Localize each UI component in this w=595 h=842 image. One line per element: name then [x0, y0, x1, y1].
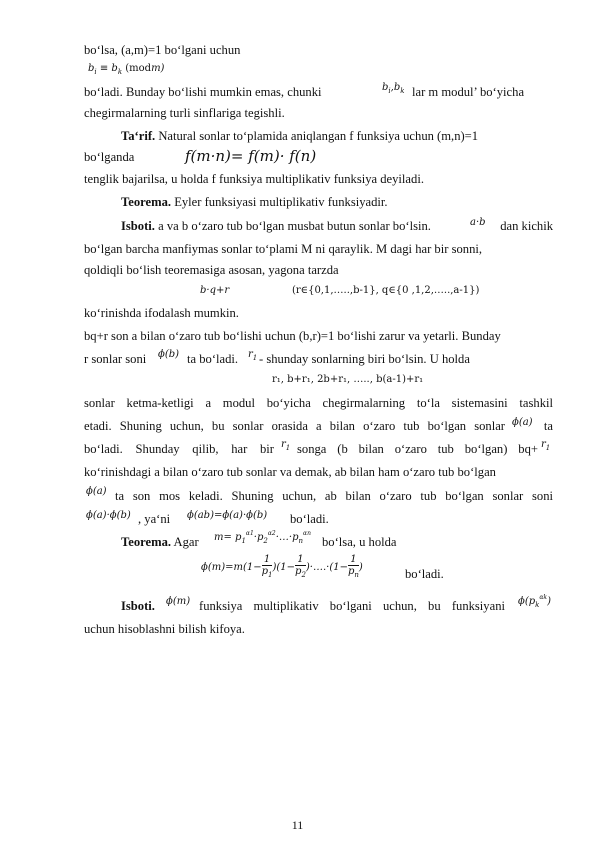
text-line: bo‘lsa, u holda	[322, 535, 397, 549]
term-teorema: Teorema.	[121, 535, 172, 549]
sequence-formula: r₁, b+r₁, 2b+r₁, ….., b(a-1)+r₁	[272, 374, 424, 385]
bqr-formula: b·q+r	[200, 285, 230, 296]
congruence-formula: $b_i \equiv b_k$ (modm)	[88, 63, 165, 76]
fraction: $\frac{1}{p_n}$	[348, 554, 359, 579]
multiplicative-formula: f(m·n)= f(m)· f(n)	[185, 147, 317, 165]
text-line: tenglik bajarilsa, u holda f funksiya multiplikativ funksiya deyiladi.	[84, 172, 424, 186]
phi-ab-formula: ϕ(ab)=ϕ(a)·ϕ(b)	[187, 510, 268, 521]
text-line: a va b o‘zaro tub bo‘lgan musbat butun sonlar bo‘lsin.	[158, 219, 431, 233]
text-line: uchun hisoblashni bilish kifoya.	[84, 622, 245, 636]
phi-product-formula: ϕ(a)·ϕ(b)	[86, 510, 131, 521]
text-line: dan kichik	[500, 219, 553, 233]
text-line: ko‘rinishdagi a bilan o‘zaro tub sonlar va demak, ab bilan ham o‘zaro tub bo‘lgan	[84, 465, 496, 479]
term-isboti: Isboti.	[121, 599, 155, 613]
phi-pk-formula: $\phi(p_k^{\alpha k})$	[518, 594, 551, 609]
text-line: ta bo‘ladi.	[187, 352, 239, 366]
text-line: bo‘ladi. Bunday bo‘lishi mumkin emas, chunki	[84, 85, 322, 99]
text-line: Agar	[173, 535, 199, 549]
ab-formula: a·b	[470, 217, 486, 228]
bi-bk-formula: $b_i,b_k$	[382, 82, 405, 95]
text-line: bo‘lsa, (a,m)=1 bo‘lgani uchun	[84, 43, 241, 57]
phi-a-formula: ϕ(a)	[512, 417, 533, 428]
text-line: qoldiqli bo‘lish teoremasiga asosan, yagona tarzda	[84, 263, 339, 277]
text-line: - shunday sonlarning biri bo‘lsin. U holda	[259, 352, 470, 366]
phi-b-formula: ϕ(b)	[158, 349, 180, 360]
text-line: bo‘ladi. Shunday qilib, har bir	[84, 442, 274, 456]
r1-formula: $r_1$	[248, 349, 258, 362]
text-line: chegirmalarning turli sinflariga tegishli.	[84, 106, 285, 120]
bqr-condition: (r∈{0,1,…..,b-1}, q∈{0 ,1,2,…..,a-1})	[292, 285, 480, 296]
text-line: Natural sonlar to‘plamida aniqlangan f funksiya uchun (m,n)=1	[158, 129, 479, 143]
text-line: bo‘lganda	[84, 150, 135, 164]
text-line: bq+r son a bilan o‘zaro tub bo‘lishi uchun (b,r)=1 bo‘lishi zarur va yetarli. Bunday	[84, 329, 501, 343]
term-isboti: Isboti.	[121, 219, 155, 233]
page-number: 11	[291, 818, 304, 832]
phi-m-formula: ϕ(m)	[166, 596, 191, 607]
term-tarif: Ta‘rif.	[121, 129, 156, 143]
term-teorema: Teorema.	[121, 195, 172, 209]
text-line: ta	[543, 419, 553, 433]
m-prime-factorization: $m= p_1^{\alpha 1}\cdot p_2^{\alpha 2}\cdot\dots\cdot p_n^{\alpha n}$	[214, 530, 311, 545]
text-line: Eyler funksiyasi multiplikativ funksiyadir.	[174, 195, 388, 209]
fraction: $\frac{1}{p_2}$	[295, 554, 306, 579]
text-line: r sonlar soni	[84, 352, 147, 366]
r1-formula: $r_1$	[281, 439, 291, 452]
text-line: bo‘ladi.	[405, 567, 444, 581]
r1-formula: $r_1$	[541, 439, 551, 452]
text-line: lar m modul’ bo‘yicha	[412, 85, 525, 99]
fraction: $\frac{1}{p_1}$	[261, 554, 273, 579]
phi-a-formula: ϕ(a)	[86, 486, 107, 497]
text-line: ko‘rinishda ifodalash mumkin.	[84, 306, 239, 320]
text-line: etadi. Shuning uchun, bu sonlar orasida a bilan o‘zaro tub bo‘lgan sonlar	[84, 419, 505, 433]
text-line: bo‘lgan barcha manfiymas sonlar to‘plami M ni qaraylik. M dagi har bir sonni,	[84, 242, 483, 256]
text-line: ta son mos keladi. Shuning uchun, ab bilan o‘zaro tub bo‘lgan sonlar soni	[115, 489, 553, 503]
text-line: funksiya multiplikativ bo‘lgani uchun, bu funksiyani	[199, 599, 505, 613]
text-line: sonlar ketma-ketligi a modul bo‘yicha chegirmalarning to‘la sistemasini tashkil	[84, 396, 553, 410]
text-line: , ya‘ni	[138, 512, 171, 526]
text-line: bo‘ladi.	[290, 512, 329, 526]
euler-product-formula: ϕ(m)=m(1− $\frac{1}{p_1}$ )(1− $\frac{1}{p_2}$ )·….·(1− $\frac{1}{p_n}$ )	[201, 554, 363, 579]
text-line: songa (b bilan o‘zaro tub bo‘lgan) bq+	[297, 442, 538, 456]
